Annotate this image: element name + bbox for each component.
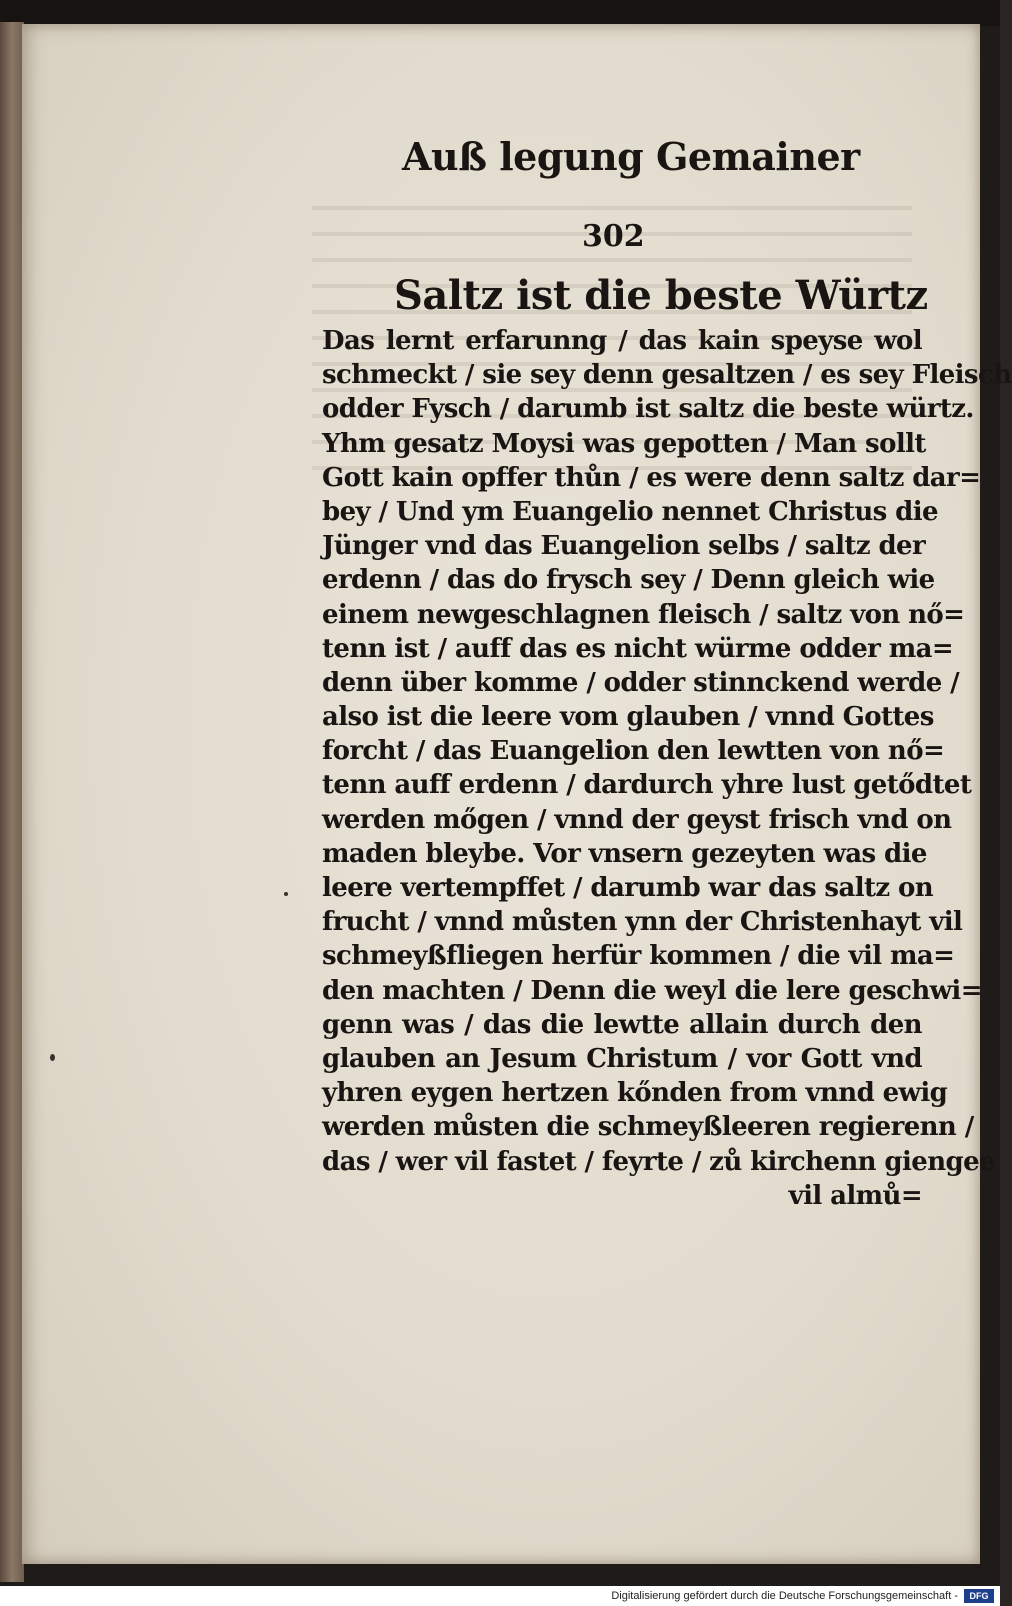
text-line: den machten / Denn die weyl die lere geschwi=: [322, 975, 982, 1006]
text-line: glauben an Jesum Christum / vor Gott vnd: [322, 1043, 922, 1074]
dfg-logo-icon: DFG: [964, 1589, 994, 1603]
book-page: [22, 24, 1012, 1564]
text-line: odder Fysch / darumb ist saltz die beste würtz.: [322, 394, 974, 425]
catchword-line: vil almů=: [788, 1180, 922, 1211]
text-line: Jünger vnd das Euangelion selbs / saltz der: [322, 531, 926, 562]
text-line: einem newgeschlagnen fleisch / saltz von nő=: [322, 599, 965, 630]
body-text: [322, 324, 1012, 1213]
running-head: Auß legung Gemainer: [402, 134, 860, 179]
text-line: Das lernt erfarunng / das kain speyse wol: [322, 326, 922, 356]
book-spine-edge: [0, 22, 24, 1582]
footer-credit: Digitalisierung gefördert durch die Deutsche Forschungsgemeinschaft -: [611, 1590, 958, 1602]
text-line: denn über komme / odder stinnckend werde /: [322, 667, 960, 698]
text-line: das / wer vil fastet / feyrte / zů kirchenn giengee: [322, 1146, 995, 1177]
text-line: schmeckt / sie sey denn gesaltzen / es sey Fleisch: [322, 360, 1012, 391]
text-line: genn was / das die lewtte allain durch den: [322, 1009, 922, 1040]
text-line: tenn auff erdenn / dardurch yhre lust getődtet: [322, 770, 972, 801]
text-line: tenn ist / auff das es nicht würme odder ma=: [322, 633, 954, 664]
text-line: maden bleybe. Vor vnsern gezeyten was die: [322, 838, 927, 869]
text-line: leere vertempffet / darumb war das saltz on: [322, 873, 934, 903]
paper-speck: [284, 892, 288, 896]
text-line: also ist die leere vom glauben / vnnd Gottes: [322, 702, 934, 733]
page-number: 302: [582, 219, 645, 254]
text-line: Gott kain opffer thůn / es were denn saltz dar=: [322, 462, 981, 493]
text-line: werden můsten die schmeyßleeren regierenn /: [322, 1112, 974, 1143]
text-line: werden mőgen / vnnd der geyst frisch vnd on: [322, 804, 952, 835]
text-line: erdenn / das do frysch sey / Denn gleich wie: [322, 565, 935, 596]
paper-speck: [50, 1054, 55, 1061]
text-line: yhren eygen hertzen kőnden from vnnd ewig: [322, 1078, 948, 1109]
text-line: Yhm gesatz Moysi was gepotten / Man sollt: [322, 428, 926, 459]
scan-top-border: [0, 0, 1000, 26]
text-line: bey / Und ym Euangelio nennet Christus die: [322, 496, 938, 527]
text-line: forcht / das Euangelion den lewtten von nő=: [322, 736, 945, 767]
section-title: Saltz ist die beste Würtz: [394, 272, 928, 319]
text-line: schmeyßfliegen herfür kommen / die vil ma=: [322, 941, 955, 972]
text-line: frucht / vnnd můsten ynn der Christenhayt vil: [322, 907, 963, 938]
